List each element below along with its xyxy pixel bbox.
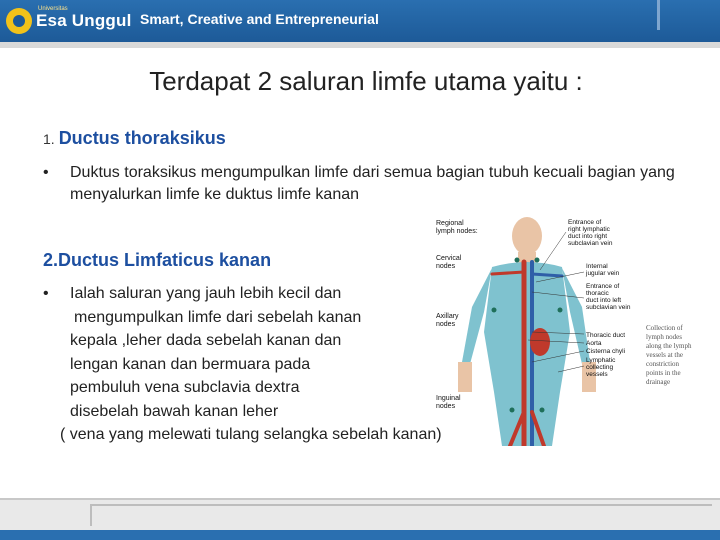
label-right-7: thoracic bbox=[586, 290, 609, 297]
lymphatic-system-illustration bbox=[432, 212, 720, 446]
logo-icon bbox=[6, 8, 32, 34]
section1-number: 1. bbox=[43, 131, 55, 147]
section1-title: Ductus thoraksikus bbox=[58, 128, 226, 148]
section2-line: pembuluh vena subclavia dextra bbox=[70, 379, 300, 396]
label-right-4: Internal bbox=[586, 263, 608, 270]
label-right-8: duct into left bbox=[586, 297, 622, 304]
label-right-5: jugular vein bbox=[586, 270, 620, 277]
note-3: vessels at the bbox=[646, 351, 683, 359]
label-right-1: right lymphatic bbox=[568, 226, 610, 233]
label-cervical: Cervical bbox=[436, 255, 462, 262]
header-accent bbox=[657, 0, 660, 30]
footer-bar bbox=[0, 498, 720, 540]
label-regional-2: lymph nodes: bbox=[436, 228, 478, 235]
label-right-9: subclavian vein bbox=[586, 304, 631, 311]
section2-line: mengumpulkan limfe dari sebelah kanan bbox=[74, 308, 362, 326]
section2-heading: 2.Ductus Limfaticus kanan bbox=[43, 250, 272, 270]
section2-line: lengan kanan dan bermuara pada bbox=[70, 355, 311, 373]
section2-bullet bbox=[43, 282, 442, 447]
section1-bullet bbox=[43, 162, 683, 206]
section2-line: Ialah saluran yang jauh lebih kecil dan bbox=[70, 285, 342, 302]
label-right-0: Entrance of bbox=[568, 219, 602, 226]
label-right-11: Aorta bbox=[586, 340, 602, 347]
label-right-13: Lymphatic bbox=[586, 357, 616, 364]
label-right-6: Entrance of bbox=[586, 283, 620, 290]
slide-title: Terdapat 2 saluran limfe utama yaitu : bbox=[149, 66, 583, 96]
section2-line: ( vena yang melewati tulang selangka sebelah kanan) bbox=[60, 426, 442, 443]
note-5: points in the bbox=[646, 369, 681, 377]
label-cervical-2: nodes bbox=[436, 263, 456, 270]
header-bar bbox=[0, 0, 720, 42]
bullet-icon: • bbox=[43, 164, 49, 181]
logo-small-text: Universitas bbox=[38, 6, 68, 12]
header-divider bbox=[0, 42, 720, 48]
section2-line: disebelah bawah kanan leher bbox=[70, 402, 279, 420]
label-inguinal: Inguinal bbox=[436, 395, 461, 402]
label-right-12: Cisterna chyli bbox=[586, 348, 626, 355]
footer-frame-line bbox=[90, 504, 712, 526]
section2-line: kepala ,leher dada sebelah kanan dan bbox=[70, 332, 342, 349]
bullet-icon: • bbox=[43, 285, 49, 302]
section1-heading bbox=[43, 128, 226, 149]
label-axillary: Axillary bbox=[436, 313, 459, 320]
note-4: constriction bbox=[646, 360, 680, 368]
label-right-2: duct into right bbox=[568, 233, 608, 240]
logo-text: Esa Unggul bbox=[36, 11, 132, 30]
label-right-15: vessels bbox=[586, 371, 608, 378]
label-right-14: collecting bbox=[586, 364, 614, 371]
label-regional: Regional bbox=[436, 220, 464, 227]
note-2: along the lymph bbox=[646, 342, 692, 350]
tagline: Smart, Creative and Entrepreneurial bbox=[140, 11, 379, 27]
label-right-3: subclavian vein bbox=[568, 240, 613, 247]
university-logo bbox=[6, 4, 132, 38]
footer-accent bbox=[0, 530, 720, 540]
note-6: drainage bbox=[646, 378, 671, 386]
label-right-10: Thoracic duct bbox=[586, 332, 626, 339]
label-inguinal-2: nodes bbox=[436, 403, 456, 410]
label-axillary-2: nodes bbox=[436, 321, 456, 328]
section1-bullet-text: Duktus toraksikus mengumpulkan limfe dari semua bagian tubuh kecuali bagian yang menyalurkan limfe ke duktus limfe kanan bbox=[70, 164, 675, 203]
note-0: Collection of bbox=[646, 324, 683, 332]
note-1: lymph nodes bbox=[646, 333, 682, 341]
body-silhouette bbox=[458, 217, 596, 446]
